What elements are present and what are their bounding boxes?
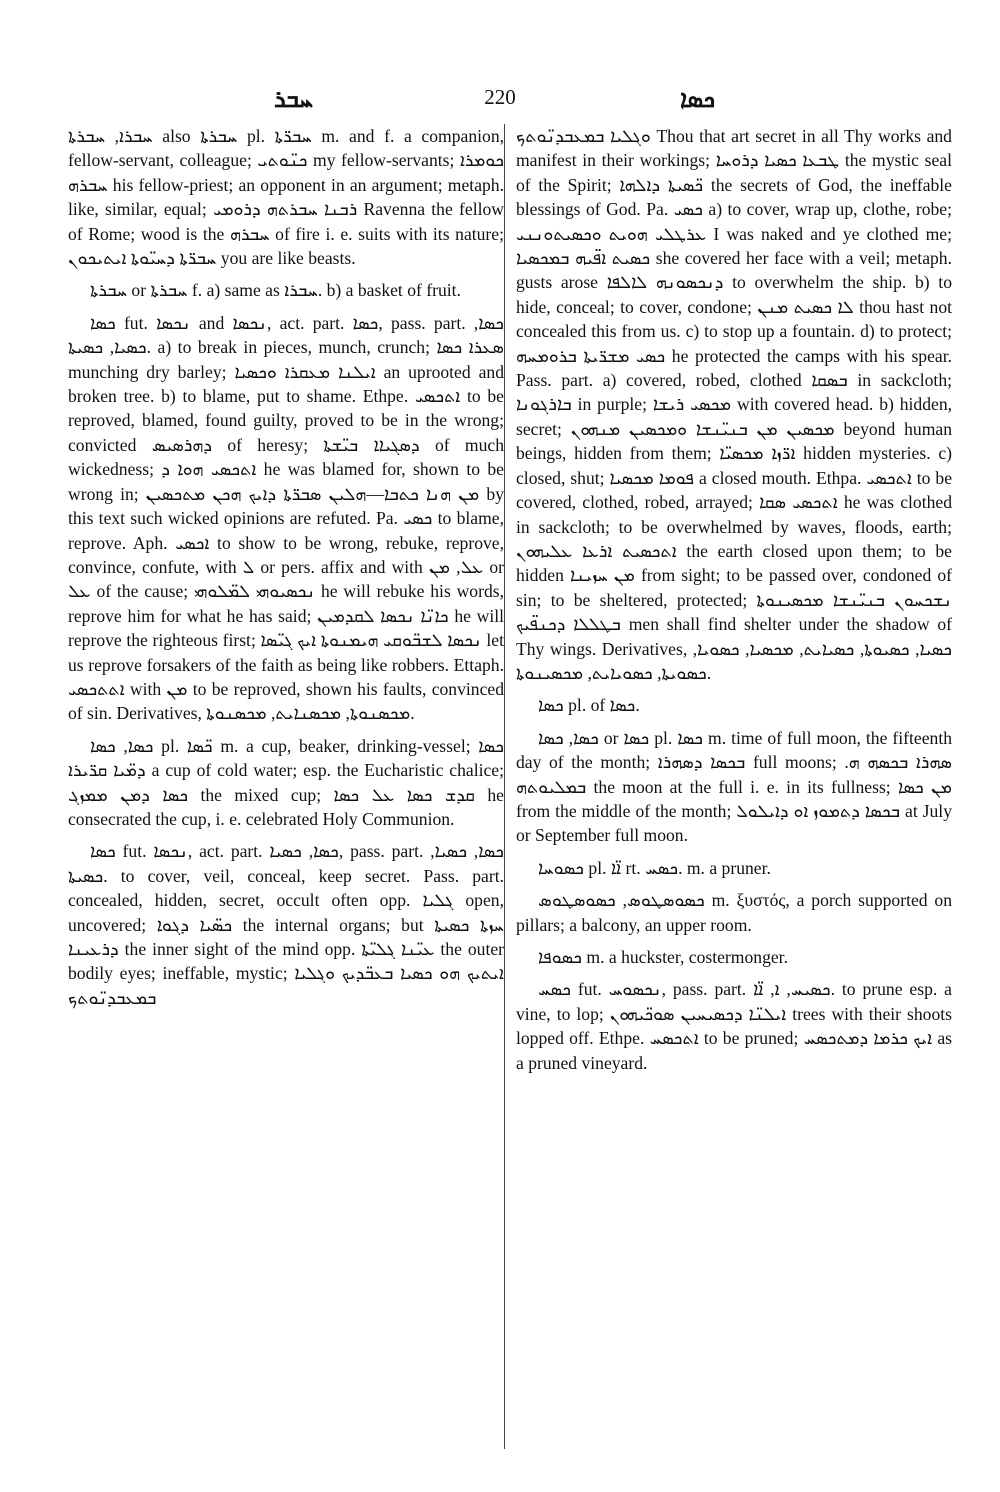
page-number: 220 <box>484 85 516 109</box>
entry-paragraph: ܟܣܘܣܛܘܣ, ܟܣܘܣܛܘܣ m. ξυστός, a porch supported on pillars; a balcony, an upper room. <box>516 890 952 935</box>
entry-paragraph: ܚܒܪܬܐ or ܚܒܪܬܐ f. a) same as ܚܒܪܐ. b) a basket of fruit. <box>90 280 461 301</box>
header-left-word: ܚܒܪ <box>274 85 314 113</box>
left-column <box>68 124 504 1454</box>
right-column <box>516 124 952 1454</box>
entry-paragraph: ܟܣܚ fut. ܢܟܣܘܚ, pass. part. ܟܣܝܚ, ܐ, ܐ̈ܐ. to prune esp. a vine, to lop; ܐܝܠܢ̈ܐ ܕܟܣܝܚܝܢ ܣܘܟ̈ܝܗܘܢ trees with their shoots lopped off. Ethpe. ܐܬܟܣܚ to be pruned; ܐܝܟ ܟܪܡܐ ܕܡܬܟܣܚ as a pruned vineyard. <box>516 979 952 1073</box>
entry-paragraph: ܟܣܘܚܐ pl. ܐ̈ܐ rt. ܟܣܚ. m. a pruner. <box>538 857 771 878</box>
page-header <box>0 85 1000 115</box>
entry-paragraph: ܟܣܐ pl. of ܟܣܐ. <box>538 695 640 716</box>
column-divider <box>504 124 505 1449</box>
entry-paragraph: ܟܣܐ fut. ܢܟܣܐ, act. part. ܟܣܐ, ܟܣܝܐ, pass. part. ܟܣܐ, ܟܣܝܐ, ܟܣܝܬܐ. to cover, veil, conceal, keep secret. Pass. part. concealed, hidden, secret, occult often opp. ܓܠܝܐ open, uncovered; ܟܣ̈ܝܐ ܕܓܘܐ the internal organs; but ܚܙܬܐ ܟܣܝܬܐ ܕܪܥܝܢܐ the inner sight of the mind opp. ܥܝ̈ܢܐ ܓܠܝ̈ܬܐ the outer bodily eyes; ineffable, mystic; ܐܝܬܝܟ ܗܘ ܟܣܝܐ ܒܥܒ̈ܕܝܟ ܘܓܠܝܐ ܒܡܥܒܕܢ̈ܘܬܟ <box>68 841 504 1008</box>
entry-paragraph: ܘܓܠܝܐ ܒܡܥܒܕܢ̈ܘܬܟ Thou that art secret in all Thy works and manifest in their workings; ܛܒܥܐ ܟܣܝܐ ܕܪܘܚܐ the mystic seal of the Spirit; ܟ̈ܣܝܬܐ ܕܐܠܗܐ the secrets of God, the ineffable blessings of God. Pa. ܟܣܝ a) to cover, wrap up, clothe, robe; ܥܪܛܠܝ ܗܘܝܬ ܘܟܣܝܬܘܢܢܝ I was naked and ye clothed me; ܟܣܝܬ ܐܦ̈ܝܗ ܒܡܟܣܝܐ she covered her face with a veil; metaph. gusts arose ܕܢܟܣܘܢܗ ܠܐܠܦܐ to overwhelm the ship. b) to hide, conceal; to cover, condone; ܠܐ ܟܣܝܬ ܡܢܢ thou hast not concealed this from us. c) to stop up a fountain. d) to protect; ܟܣܝ ܡܫܪ̈ܝܬܐ ܒܪܘܡܚܗ he protected the camps with his spear. Pass. part. a) covered, robed, clothed ܒܣܩܐ in sackcloth; ܒܐܪܓܘܢܐ in purple; ܡܟܣܝ ܪܝܫܐ with covered head. b) hidden, secret; ܡܟܣܝܢ ܡܢ ܒܢܝ̈ܢܫܐ ܘܡܟܣܝܢ ܡܢܗܘܢ beyond human beings, hidden from them; ܐܪ̈ܙܐ ܡܟܣܝ̈ܐ hidden mysteries. c) closed, shut; ܦܘܡܐ ܡܟܣܝܐ a closed mouth. Ethpa. ܐܬܟܣܝ to be covered, clothed, robed, arrayed; ܐܬܟܣܝ ܣܩܐ he was clothed in sackcloth; to be overwhelmed by waves, floods, earth; ܐܬܟܣܝܬ ܐܪܥܐ ܥܠܝܗܘܢ the earth closed upon them; to be hidden ܡܢ ܚܙܝܢܐ from sight; to be passed over, condoned of sin; to be sheltered, protected; ܢܫܟܚܘܢ ܒܢܝ̈ܢܫܐ ܡܟܣܝܢܘܬܐ ܒܛܠܠܐ ܕܟܢܦ̈ܝܟ men shall find shelter under the shadow of Thy wings. Derivatives, ܟܣܝܐ, ܟܣܝܘܬܐ, ܟܣܝܐܝܬ, ܡܟܣܝܐ, ܟܣܘܝܐ, ܟܣܘܝܬܐ, ܟܣܘܝܐܝܬ, ܡܟܣܝܢܘܬܐ. <box>516 126 952 683</box>
entry-paragraph: ܟܣܐ fut. ܢܟܣܐ and ܢܟܣܐ, act. part. ܟܣܐ, pass. part. ܟܣܐ, ܟܣܝܐ, ܟܣܝܬܐ. a) to break in pieces, munch, crunch; ܣܥܪܐ ܟܣܐ munching dry barley; ܐܝܠܢܐ ܡܥܩܪܐ ܘܟܣܝܐ an uprooted and broken tree. b) to blame, put to shame. Ethpe. ܐܬܟܣܝ to be reproved, blamed, found guilty, proved to be in the wrong; convicted ܕܗܪܣܝܣ of heresy; ܕܣܓܝܐܐ ܒܝ̈ܫܬܐ of much wickedness; ܐܬܟܣܝ ܗܘܐ ܕ he was blamed for, shown to be wrong in; ܡܢ ܗܢܐ ܟܬܒܐ—ܗܠܝܢ ܣܒܪ̈ܬܐ ܕܐܝܟ ܗܟܢ ܡܬܟܣܝܢ by this text such wicked opinions are refuted. Pa. ܟܣܝ to blame, reprove. Aph. ܐܟܣܝ to show to be wrong, rebuke, reprove, convince, confute, with ܠ or pers. affix and with ܥܠ, ܡܢ or ܥܠ of the cause; ܢܟܣܝܘܗܝ ܠܡ̈ܠܘܗܝ he will rebuke his words, reprove him for what he has said; ܟܐܢ̈ܐ ܢܟܣܐ ܠܩܕܡܝܢ he will reprove the righteous first; ܢܟܣܐ ܠܫܒ̈ܘܩܝ ܗܝܡܢܘܬܐ ܐܝܟ ܓܝ̈ܣܐ let us reprove forsakers of the faith as being like robbers. Ettaph. ܐܬܬܟܣܝ with ܡܢ to be reproved, shown his faults, convinced of sin. Derivatives, ܡܟܣܢܘܬܐ, ܡܟܣܢܐܝܬ, ܡܟܣܢܘܬܐ. <box>68 312 504 724</box>
entry-paragraph: ܟܣܐ, ܟܣܐ pl. ܟ̈ܣܐ m. a cup, beaker, drinking-vessel; ܟܣܐ ܕܡ̈ܝܐ ܩܪ̈ܝܪܐ a cup of cold water; esp. the Eucharistic chalice; ܟܣܐ ܕܡܢ ܡܡܙܓ the mixed cup; ܩܕܫ ܟܣܐ ܥܠ ܟܣܐ he consecrated the cup, i. e. celebrated Holy Communion. <box>68 735 504 829</box>
header-right-word: ܟܣܐ <box>680 85 716 113</box>
entry-paragraph: ܟܣܐ, ܟܣܐ or ܟܣܐ pl. ܟܣܐ m. time of full moon, the fifteenth day of the month; ܒܟܣܐ ܕܣܗܪܐ full moons; ܣܗܪܐ ܒܟܣܗ ܗ. ܒܡܠܝܘܬܗ the moon at the full i. e. in its fullness; ܡܢ ܟܣܐ from the middle of the month; ܒܟܣܐ ܕܬܡܘܙ ܐܘ ܕܐܝܠܘܠ at July or September full moon. <box>516 727 952 846</box>
entry-paragraph: ܟܣܘܦܐ m. a huckster, costermonger. <box>538 947 788 967</box>
entry-paragraph: ܚܒܪܐ, ܚܒܪܬܐ also ܚܒܪܬܐ pl. ܚܒܪ̈ܬܐ m. and f. a companion, fellow-servant, colleague; ܟܢ̈ܘܬܝ my fellow-servants; ܟܘܡܪܐ ܚܒܪܗ his fellow-priest; an opponent in an argument; metaph. like, similar, equal; ܪܒܢܐ ܚܒܪܬܗ ܕܪܘܡܝ Ravenna the fellow of Rome; wood is the ܚܒܪܗ of fire i. e. suits with its nature; ܚܒܪ̈ܬܐ ܕܚܝ̈ܘܬܐ ܐܝܬܝܟܘܢ you are like beasts. <box>68 126 504 269</box>
